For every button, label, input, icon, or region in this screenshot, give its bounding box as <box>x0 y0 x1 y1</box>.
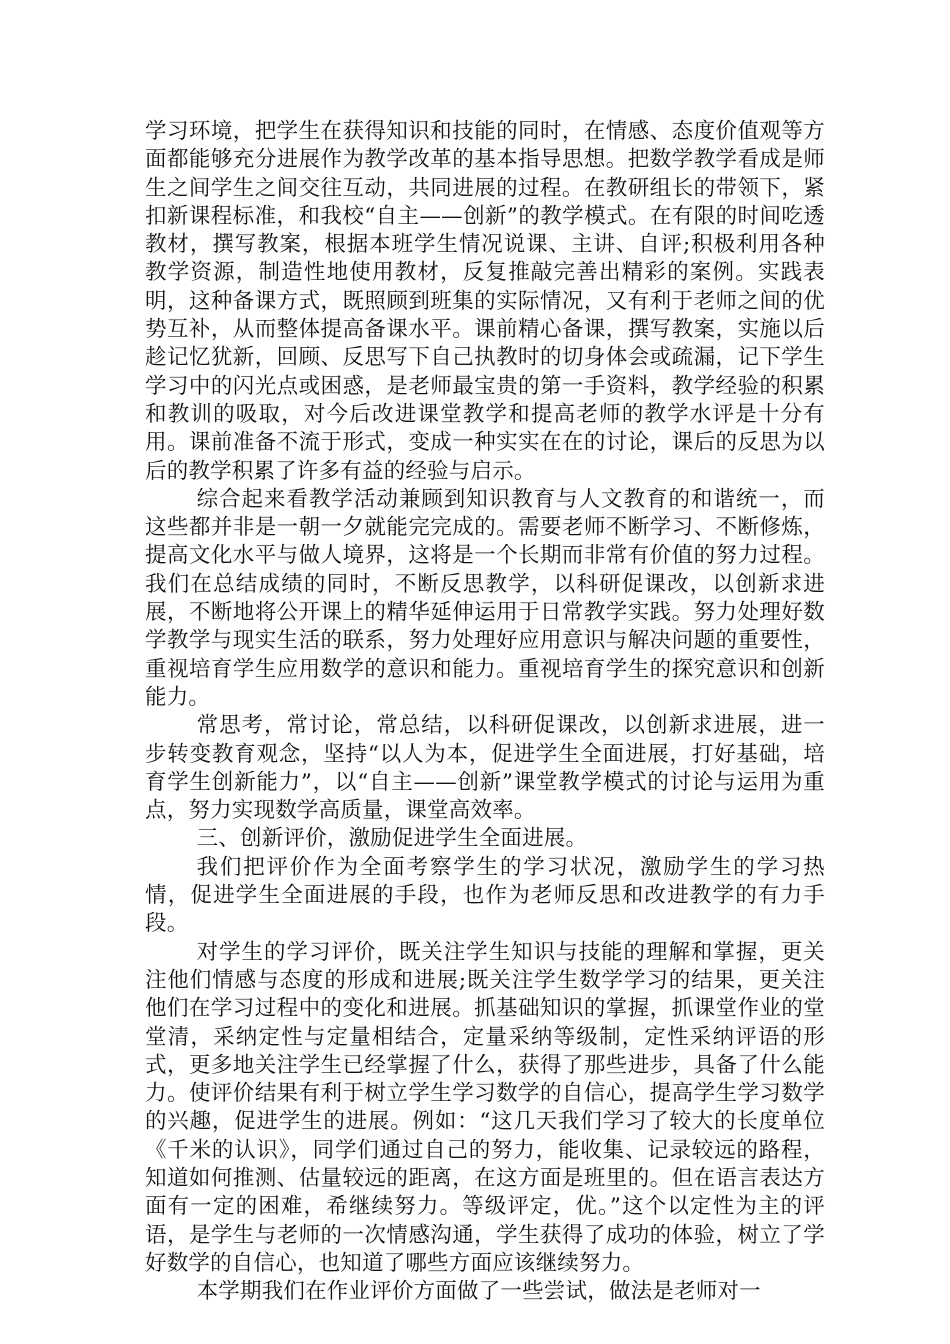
paragraph-6: 本学期我们在作业评价方面做了一些尝试，做法是老师对一 <box>196 1279 761 1305</box>
paragraph-5: 对学生的学习评价，既关注学生知识与技能的理解和掌握，更关注他们情感与态度的形成和进展;既关注学生数学学习的结果，更关注他们在学习过程中的变化和进展。抓基础知识的掌握，抓课堂作业的堂堂清，采纳定性与定量相结合，定量采纳等级制，定性采纳评语的形式，更多地关注学生已经掌握了什么，获得了那些进步，具备了什么能力。使评价结果有利于树立学生学习数学的自信心，提高学生学习数学的兴趣，促进学生的进展。例如：“这几天我们学习了较大的长度单位《千米的认识》，同学们通过自己的努力，能收集、记录较远的路程，知道如何推测、估量较远的距离，在这方面是班里的。但在语言表达方面有一定的困难，希继续努力。等级评定，优。”这个以定性为主的评语，是学生与老师的一次情感沟通，学生获得了成功的体验，树立了学好数学的自信心，也知道了哪些方面应该继续努力。 <box>145 939 825 1276</box>
paragraph-1: 学习环境，把学生在获得知识和技能的同时，在情感、态度价值观等方面都能够充分进展作为教学改革的基本指导思想。把数学教学看成是师生之间学生之间交往互动，共同进展的过程。在教研组长的带领下，紧扣新课程标准，和我校“自主——创新”的教学模式。在有限的时间吃透教材，撰写教案，根据本班学生情况说课、主讲、自评;积极利用各种教学资源，制造性地使用教材，反复推敲完善出精彩的案例。实践表明，这种备课方式，既照顾到班集的实际情况，又有利于老师之间的优势互补，从而整体提高备课水平。课前精心备课，撰写教案，实施以后趁记忆犹新，回顾、反思写下自己执教时的切身体会或疏漏，记下学生学习中的闪光点或困惑，是老师最宝贵的第一手资料，教学经验的积累和教训的吸取，对今后改进课堂教学和提高老师的教学水评是十分有用。课前准备不流于形式，变成一种实实在在的讨论，课后的反思为以后的教学积累了许多有益的经验与启示。 <box>145 119 825 484</box>
document-body <box>145 118 825 1306</box>
paragraph-3: 常思考，常讨论，常总结，以科研促课改，以创新求进展，进一步转变教育观念，坚持“以人为本，促进学生全面进展，打好基础，培育学生创新能力”，以“自主——创新”课堂教学模式的讨论与运用为重点，努力实现数学高质量，课堂高效率。 <box>145 713 825 824</box>
paragraph-4: 我们把评价作为全面考察学生的学习状况，激励学生的学习热情，促进学生全面进展的手段，也作为老师反思和改进教学的有力手段。 <box>145 854 825 937</box>
section-heading: 三、创新评价，激励促进学生全面进展。 <box>196 826 588 852</box>
paragraph-2: 综合起来看教学活动兼顾到知识教育与人文教育的和谐统一，而这些都并非是一朝一夕就能完完成的。需要老师不断学习、不断修炼，提高文化水平与做人境界，这将是一个长期而非常有价值的努力过程。我们在总结成绩的同时，不断反思教学，以科研促课改，以创新求进展，不断地将公开课上的精华延伸运用于日常教学实践。努力处理好数学教学与现实生活的联系，努力处理好应用意识与解决问题的重要性，重视培育学生应用数学的意识和能力。重视培育学生的探究意识和创新能力。 <box>145 486 825 710</box>
